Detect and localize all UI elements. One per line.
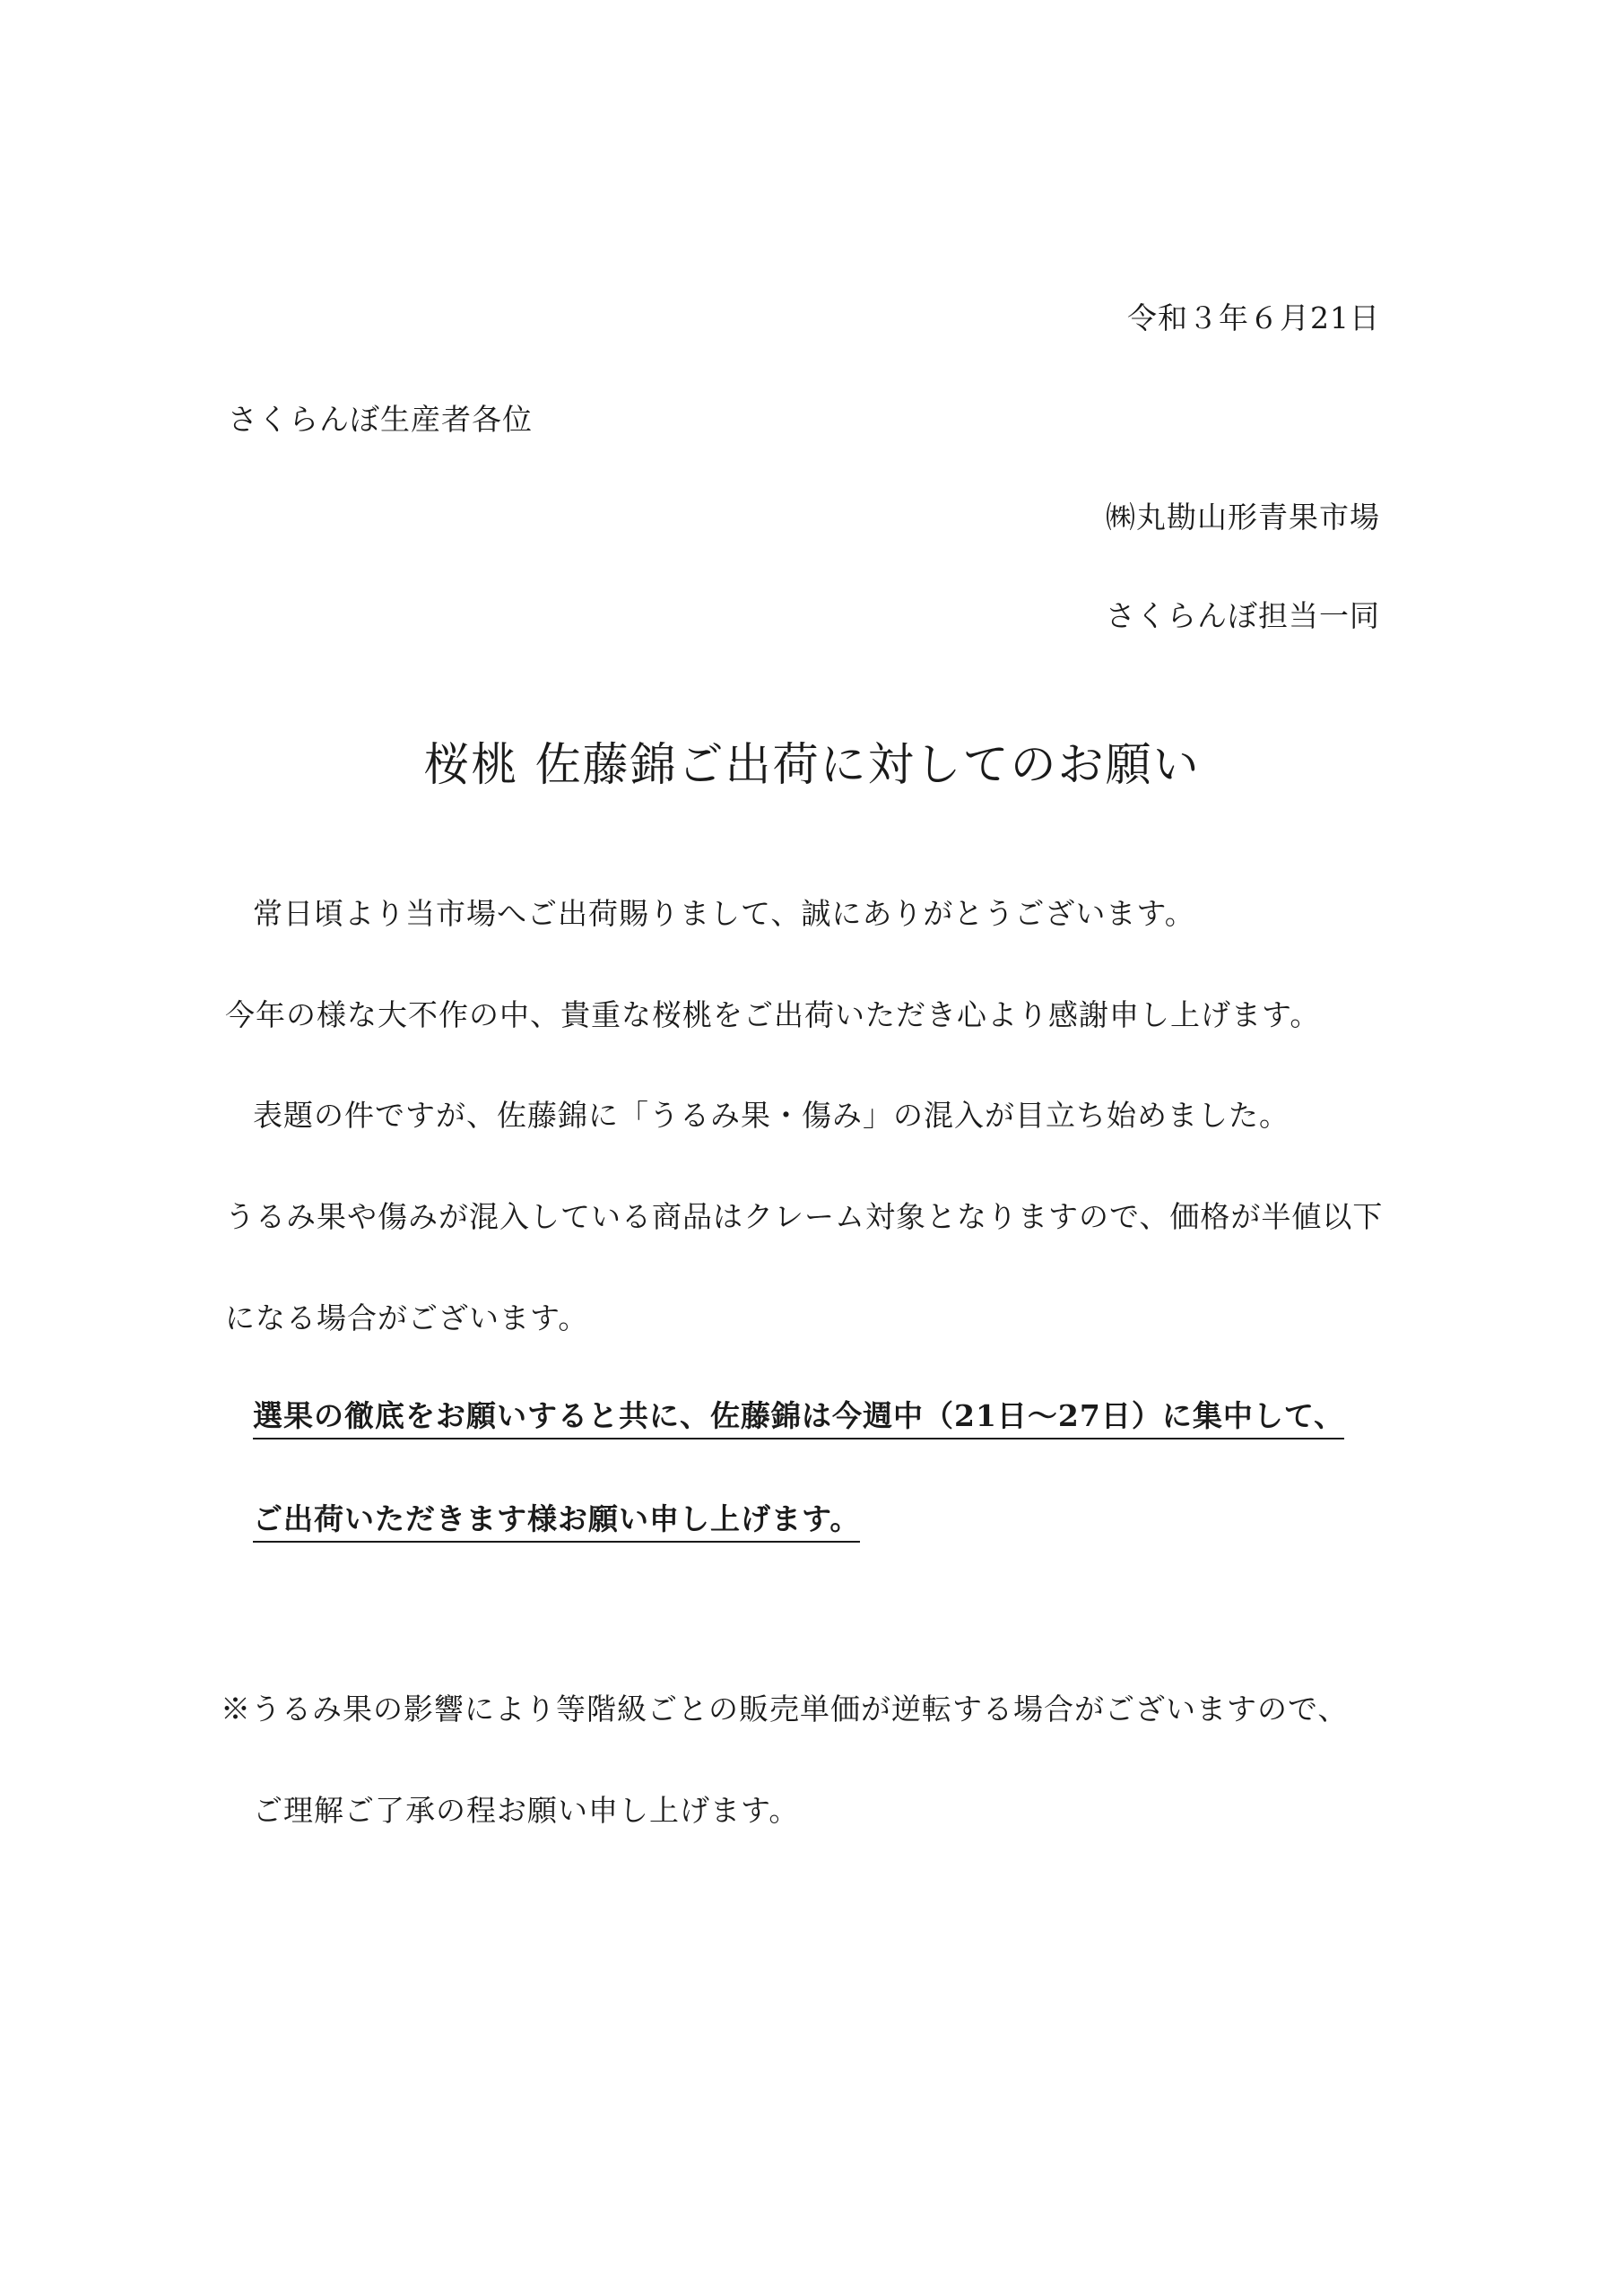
note-line: ※うるみ果の影響により等階級ごとの販売単価が逆転する場合がございますので、 [221, 1692, 1349, 1726]
emphasis-line: 選果の徹底をお願いすると共に、佐藤錦は今週中（21日～27日）に集中して、 [253, 1401, 1344, 1439]
emphasis-line: ご出荷いただきます様お願い申し上げます。 [253, 1504, 860, 1543]
note-line: ご理解ご了承の程お願い申し上げます。 [253, 1793, 800, 1828]
body-paragraph: 常日頃より当市場へご出荷賜りまして、誠にありがとうございます。 [253, 896, 1195, 931]
body-paragraph: になる場合がございます。 [225, 1300, 589, 1335]
body-paragraph: 表題の件ですが、佐藤錦に「うるみ果・傷み」の混入が目立ち始めました。 [253, 1098, 1290, 1133]
body-paragraph: うるみ果や傷みが混入している商品はクレーム対象となりますので、価格が半値以下 [225, 1199, 1384, 1234]
sender-team: さくらんぼ担当一同 [1106, 598, 1380, 633]
document-title: 桜桃 佐藤錦ご出荷に対してのお願い [423, 739, 1201, 792]
sender-company: ㈱丸勘山形青果市場 [1106, 500, 1380, 535]
document-date: 令和３年６月21日 [1127, 300, 1380, 335]
addressee: さくらんぼ生産者各位 [228, 402, 533, 437]
body-paragraph: 今年の様な大不作の中、貴重な桜桃をご出荷いただき心より感謝申し上げます。 [225, 997, 1321, 1032]
